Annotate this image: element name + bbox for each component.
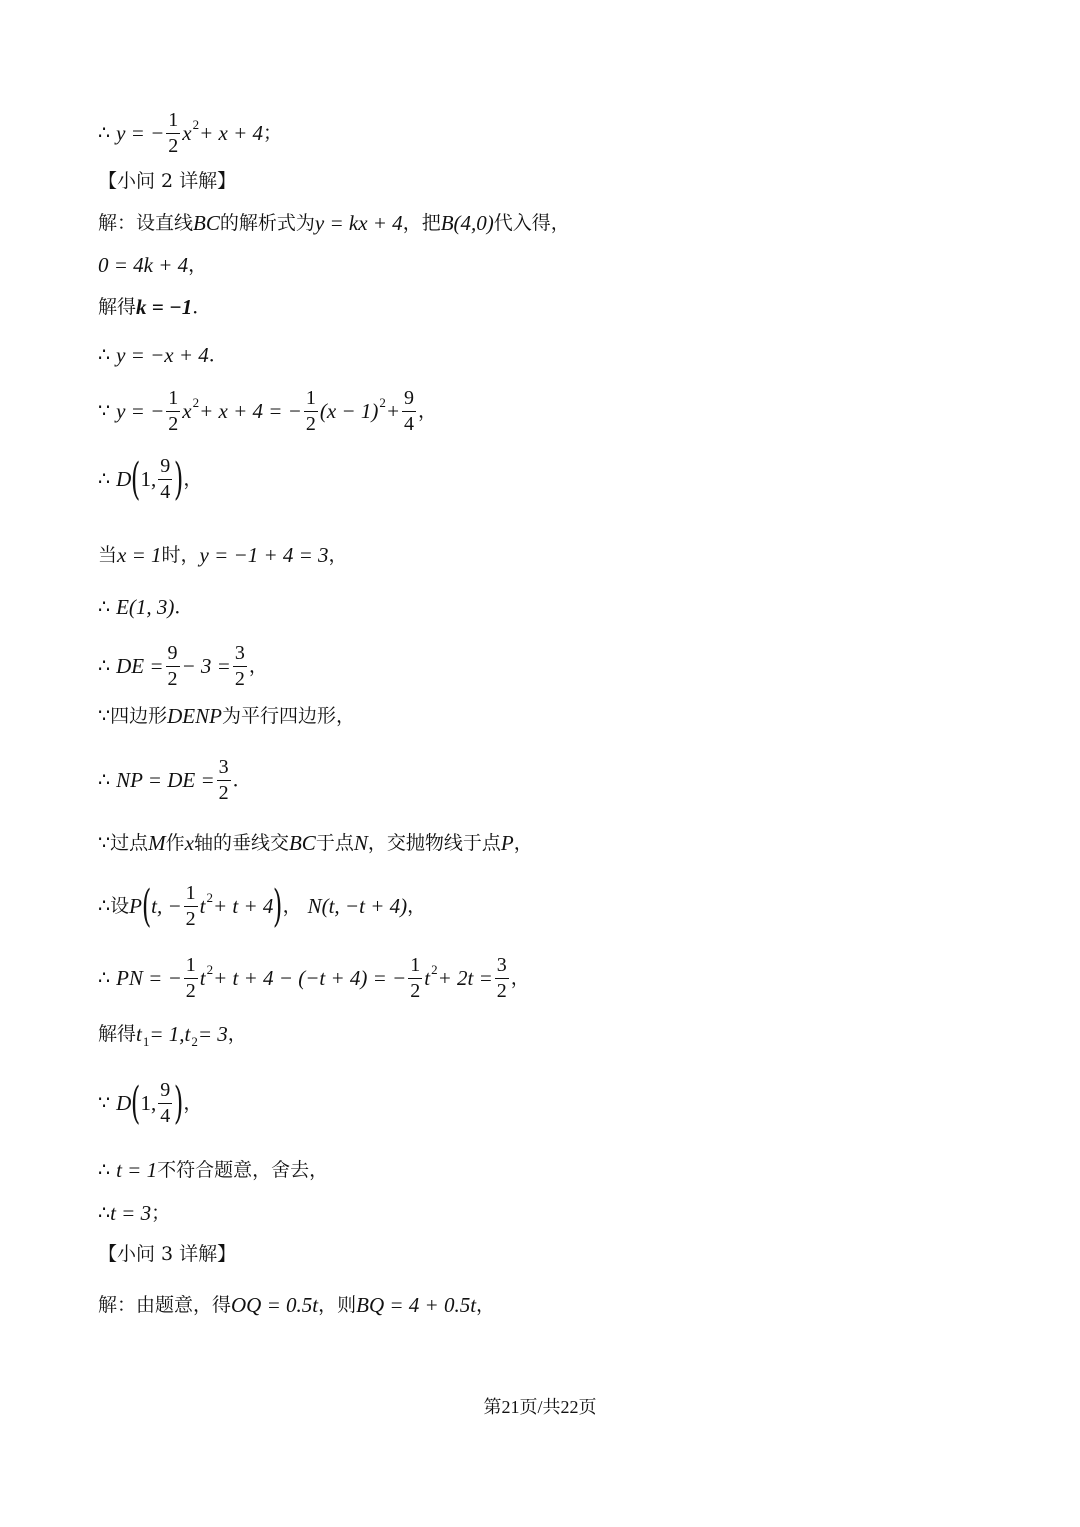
math-variable: DENP <box>167 704 222 728</box>
punctuation: ， <box>227 1023 247 1045</box>
math-variable: D <box>116 467 132 491</box>
fraction-denominator: 2 <box>167 668 178 690</box>
subscript: 2 <box>191 1034 198 1049</box>
math-variable: BC <box>288 831 316 855</box>
fraction-denominator: 4 <box>160 1105 171 1127</box>
solution-line-8: ∴ D ( 1, $\frac{9}{4}$ ) ， <box>98 453 203 505</box>
math-variable: x <box>182 121 192 145</box>
punctuation: ， <box>407 895 427 917</box>
text: 时， <box>161 544 200 566</box>
fraction-denominator: 2 <box>168 413 179 435</box>
fraction-numerator: 1 <box>184 955 198 979</box>
therefore-symbol: ∴ <box>98 769 111 791</box>
text: 四边形 <box>110 705 168 727</box>
fraction-numerator: 9 <box>402 388 416 412</box>
fraction <box>217 757 231 804</box>
therefore-symbol: ∴ <box>98 122 111 144</box>
fraction-denominator: 2 <box>496 980 507 1002</box>
therefore-symbol: ∴ <box>98 1159 111 1181</box>
therefore-symbol: ∴ <box>98 1202 111 1224</box>
math-variable: t <box>199 894 206 918</box>
math-variable: t <box>199 966 206 990</box>
therefore-symbol: ∴ <box>98 895 111 917</box>
math-variable: BC <box>193 211 220 235</box>
math-expression: OQ = 0.5t <box>231 1293 319 1317</box>
solution-line-9 <box>98 545 348 566</box>
fraction-numerator: 1 <box>166 388 180 412</box>
math-expression: t, − <box>151 894 182 918</box>
math-expression: NP = DE = <box>116 768 215 792</box>
fraction-denominator: 2 <box>218 782 229 804</box>
math-variable: x <box>184 831 194 855</box>
math-expression: PN = − <box>116 966 182 990</box>
solution-line-1 <box>98 110 282 157</box>
punctuation: ， <box>476 1294 496 1316</box>
math-expression: + <box>385 399 401 423</box>
math-variable: t <box>424 966 431 990</box>
fraction-numerator: 1 <box>304 388 318 412</box>
text: 过点 <box>110 832 149 854</box>
math-expression: E(1, 3) <box>116 595 175 619</box>
math-variable: N <box>307 894 322 918</box>
solution-line-16 <box>98 955 530 1002</box>
text: ，把 <box>402 212 441 234</box>
solution-line-22 <box>98 1295 495 1316</box>
fraction-numerator: 9 <box>158 456 172 480</box>
solution-line-20 <box>98 1203 170 1224</box>
fraction-denominator: 2 <box>168 135 179 157</box>
fraction-denominator: 2 <box>234 668 245 690</box>
because-symbol: ∵ <box>98 1092 111 1114</box>
solution-line-14 <box>98 833 533 854</box>
fraction-denominator: 4 <box>160 481 171 503</box>
fraction <box>233 643 247 690</box>
math-expression: k = −1 <box>136 295 193 319</box>
text: 作 <box>165 832 185 854</box>
exponent: 2 <box>379 395 386 410</box>
solution-line-10 <box>98 597 193 618</box>
section-heading-3: 【小问 3 详解】 <box>98 1243 237 1265</box>
math-expression: = 1, <box>149 1022 185 1046</box>
because-symbol: ∵ <box>98 832 111 854</box>
math-expression: t = 3 <box>110 1201 152 1225</box>
fraction-numerator: 3 <box>495 955 509 979</box>
subscript: 1 <box>142 1034 150 1049</box>
math-expression: y = −x + 4 <box>116 343 209 367</box>
punctuation: ， <box>513 832 533 854</box>
fraction-numerator: 1 <box>166 110 180 134</box>
math-variable: t <box>136 1022 142 1046</box>
exponent: 2 <box>206 890 213 905</box>
math-variable: t <box>184 1022 191 1046</box>
punctuation: ， <box>328 544 348 566</box>
fraction <box>166 110 180 157</box>
math-variable: N <box>353 831 368 855</box>
section-heading-2: 【小问 2 详解】 <box>98 170 237 192</box>
math-expression: + t + 4 <box>212 894 274 918</box>
math-expression: y = − <box>116 121 165 145</box>
text: 于点 <box>315 832 354 854</box>
fraction-numerator: 3 <box>217 757 231 781</box>
math-expression: y = − <box>116 399 165 423</box>
fraction <box>408 955 422 1002</box>
punctuation: ． <box>232 769 252 791</box>
math-expression: = 3 <box>197 1022 228 1046</box>
math-expression: DE = <box>116 654 164 678</box>
exponent: 2 <box>192 117 200 132</box>
text: 轴的垂线交 <box>193 832 289 854</box>
punctuation: ， <box>248 655 268 677</box>
fraction <box>304 388 318 435</box>
therefore-symbol: ∴ <box>98 468 111 490</box>
therefore-symbol: ∴ <box>98 596 111 618</box>
fraction-numerator: 1 <box>408 955 422 979</box>
math-expression: + 2t = <box>437 966 493 990</box>
text: 的解析式为 <box>219 212 315 234</box>
text: 为平行四边形， <box>221 705 355 727</box>
text: ，则 <box>318 1294 357 1316</box>
text: 解：由题意，得 <box>98 1294 232 1316</box>
punctuation: ， <box>282 895 302 917</box>
math-expression: (x − 1) <box>319 399 379 423</box>
exponent: 2 <box>192 395 200 410</box>
fraction <box>158 1080 172 1127</box>
therefore-symbol: ∴ <box>98 344 111 366</box>
math-variable: P <box>129 894 142 918</box>
fraction <box>402 388 416 435</box>
text: 代入得， <box>493 212 570 234</box>
solution-line-15: ∴ 设 P ( t, − $\frac{1}{2}$ t 2 + t + 4 ) ， N (t, −t + 4) ， <box>98 880 427 932</box>
fraction <box>158 456 172 503</box>
math-expression: t = 1 <box>116 1158 158 1182</box>
punctuation: ； <box>151 1202 171 1224</box>
fraction-numerator: 1 <box>184 883 198 907</box>
solution-line-19 <box>98 1160 328 1181</box>
solution-line-13 <box>98 757 252 804</box>
math-expression: 1, <box>140 1091 157 1115</box>
fraction <box>184 955 198 1002</box>
math-expression: − 3 = <box>181 654 231 678</box>
solution-line-5 <box>98 297 211 318</box>
punctuation: ． <box>174 596 194 618</box>
therefore-symbol: ∴ <box>98 967 111 989</box>
solution-line-17 <box>98 1022 247 1049</box>
exponent: 2 <box>206 962 214 977</box>
punctuation: ． <box>192 296 212 318</box>
punctuation: ， <box>183 468 203 490</box>
solution-line-7 <box>98 388 437 435</box>
math-expression: y = kx + 4 <box>314 211 403 235</box>
fraction <box>495 955 509 1002</box>
fraction-denominator: 2 <box>410 980 421 1002</box>
text: 当 <box>98 544 118 566</box>
math-expression: 0 = 4k + 4 <box>98 253 189 277</box>
fraction-numerator: 9 <box>158 1080 172 1104</box>
solution-line-18: ∵ D ( 1, $\frac{9}{4}$ ) ， <box>98 1077 203 1129</box>
math-variable: x <box>182 399 192 423</box>
math-expression: B(4,0) <box>440 211 494 235</box>
because-symbol: ∵ <box>98 705 111 727</box>
fraction-denominator: 2 <box>305 413 316 435</box>
fraction-denominator: 2 <box>185 908 196 930</box>
math-expression: + x + 4 <box>199 121 264 145</box>
math-expression: + t + 4 − (−t + 4) = − <box>213 966 407 990</box>
punctuation: ； <box>263 122 283 144</box>
punctuation: ， <box>188 254 208 276</box>
fraction-denominator: 2 <box>185 980 196 1002</box>
text: ，交抛物线于点 <box>367 832 501 854</box>
math-expression: 1, <box>140 467 157 491</box>
math-expression: x = 1 <box>117 543 162 567</box>
fraction <box>166 643 180 690</box>
fraction-numerator: 9 <box>166 643 180 667</box>
page-footer: 第21页/共22页 <box>483 1397 597 1417</box>
fraction <box>184 883 198 930</box>
fraction <box>166 388 180 435</box>
because-symbol: ∵ <box>98 400 111 422</box>
math-expression: y = −1 + 4 = 3 <box>199 543 329 567</box>
text: 解：设直线 <box>98 212 194 234</box>
therefore-symbol: ∴ <box>98 655 111 677</box>
punctuation: ， <box>183 1092 203 1114</box>
solution-line-4 <box>98 255 207 276</box>
math-expression: (t, −t + 4) <box>321 894 408 918</box>
fraction-denominator: 4 <box>404 413 415 435</box>
solution-line-6 <box>98 345 228 366</box>
text: 设 <box>110 895 130 917</box>
solution-line-11 <box>98 643 268 690</box>
math-expression: + x + 4 = − <box>199 399 302 423</box>
math-variable: M <box>148 831 166 855</box>
text: 解得 <box>98 296 137 318</box>
math-variable: D <box>116 1091 132 1115</box>
text: 解得 <box>98 1023 137 1045</box>
punctuation: ， <box>418 400 438 422</box>
math-expression: BQ = 4 + 0.5t <box>356 1293 477 1317</box>
exponent: 2 <box>431 962 438 977</box>
punctuation: ， <box>510 967 530 989</box>
text: 不符合题意，舍去， <box>157 1159 329 1181</box>
solution-line-12 <box>98 706 355 727</box>
fraction-numerator: 3 <box>233 643 247 667</box>
solution-line-3 <box>98 213 570 234</box>
punctuation: ． <box>208 344 228 366</box>
math-variable: P <box>500 831 514 855</box>
